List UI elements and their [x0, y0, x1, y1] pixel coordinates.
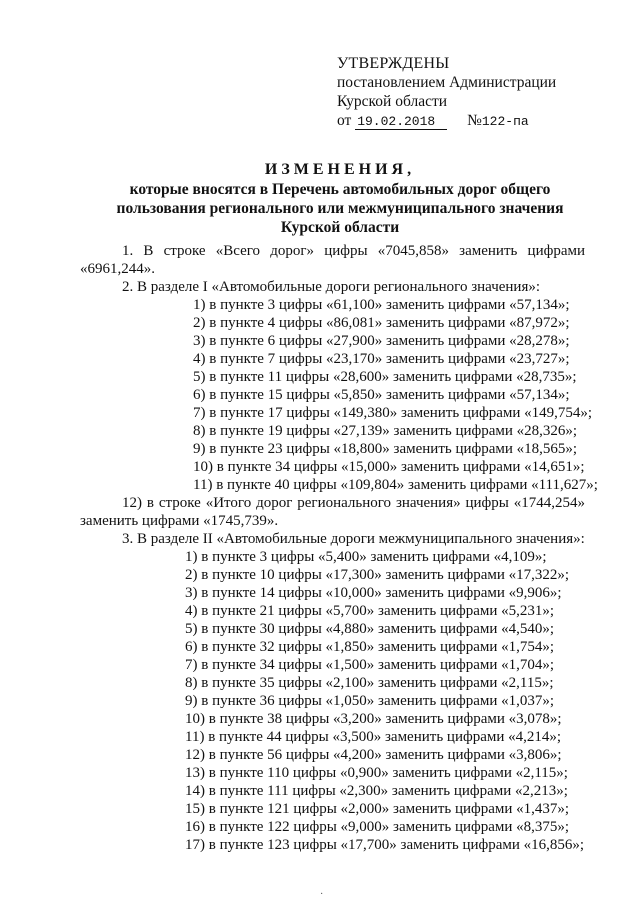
list-item: 15) в пункте 121 цифры «2,000» заменить цифрами «1,437»;: [185, 801, 570, 817]
title-word: ИЗМЕНЕНИЯ,: [264, 161, 416, 178]
section-1-total: 12) в строке «Итого дорог регионального значения» цифры «1744,254» заменить цифрами «1745,739».: [80, 495, 585, 529]
list-item: 8) в пункте 19 цифры «27,139» заменить цифрами «28,326»;: [193, 423, 578, 439]
list-item: 7) в пункте 17 цифры «149,380» заменить цифрами «149,754»;: [193, 405, 593, 421]
list-item: 2) в пункте 4 цифры «86,081» заменить цифрами «87,972»;: [193, 315, 570, 331]
list-item: 9) в пункте 36 цифры «1,050» заменить цифрами «1,037»;: [185, 693, 555, 709]
list-item: 17) в пункте 123 цифры «17,700» заменить цифрами «16,856»;: [185, 837, 585, 853]
approval-date-row: [337, 111, 556, 131]
list-item: 5) в пункте 11 цифры «28,600» заменить цифрами «28,735»;: [193, 369, 577, 385]
list-item: 4) в пункте 7 цифры «23,170» заменить цифрами «23,727»;: [193, 351, 570, 367]
list-item: 2) в пункте 10 цифры «17,300» заменить цифрами «17,322»;: [185, 567, 570, 583]
title-line-1: которые вносятся в Перечень автомобильных дорог общего: [129, 181, 551, 198]
list-item: 7) в пункте 34 цифры «1,500» заменить цифрами «1,704»;: [185, 657, 555, 673]
page-mark: ·: [320, 889, 324, 900]
paragraph-1: 1. В строке «Всего дорог» цифры «7045,858» заменить цифрами «6961,244».: [80, 243, 585, 277]
approval-block: [337, 54, 556, 131]
paragraph-3: 3. В разделе II «Автомобильные дороги межмуниципального значения»:: [122, 531, 585, 547]
section-2-list: [80, 548, 585, 854]
list-item: 14) в пункте 111 цифры «2,300» заменить цифрами «2,213»;: [185, 783, 568, 799]
approval-number: 122-па: [481, 114, 529, 129]
approval-line-2: Курской области: [337, 93, 448, 110]
list-item: 6) в пункте 32 цифры «1,850» заменить цифрами «1,754»;: [185, 639, 555, 655]
document-body: [80, 242, 598, 854]
title-line-2: пользования регионального или межмуниципального значения: [116, 200, 564, 217]
approval-line-1: постановлением Администрации: [337, 74, 557, 91]
list-item: 12) в пункте 56 цифры «4,200» заменить цифрами «3,806»;: [185, 747, 562, 763]
date-prefix: от: [337, 112, 352, 129]
list-item: 11) в пункте 44 цифры «3,500» заменить цифрами «4,214»;: [185, 729, 562, 745]
list-item: 3) в пункте 14 цифры «10,000» заменить цифрами «9,906»;: [185, 585, 562, 601]
list-item: 1) в пункте 3 цифры «61,100» заменить цифрами «57,134»;: [193, 297, 570, 313]
document-title: [80, 160, 600, 237]
list-item: 9) в пункте 23 цифры «18,800» заменить цифрами «18,565»;: [193, 441, 578, 457]
list-item: 5) в пункте 30 цифры «4,880» заменить цифрами «4,540»;: [185, 621, 555, 637]
list-item: 1) в пункте 3 цифры «5,400» заменить цифрами «4,109»;: [185, 549, 547, 565]
list-item: 13) в пункте 110 цифры «0,900» заменить цифрами «2,115»;: [185, 765, 568, 781]
approval-heading: УТВЕРЖДЕНЫ: [337, 55, 450, 72]
list-item: 16) в пункте 122 цифры «9,000» заменить цифрами «8,375»;: [185, 819, 570, 835]
list-item: 6) в пункте 15 цифры «5,850» заменить цифрами «57,134»;: [193, 387, 570, 403]
approval-date: 19.02.2018: [355, 114, 447, 130]
list-item: 11) в пункте 40 цифры «109,804» заменить цифрами «111,627»;: [193, 477, 598, 493]
list-item: 10) в пункте 34 цифры «15,000» заменить цифрами «14,651»;: [193, 459, 585, 475]
list-item: 8) в пункте 35 цифры «2,100» заменить цифрами «2,115»;: [185, 675, 554, 691]
paragraph-2: 2. В разделе I «Автомобильные дороги регионального значения»:: [122, 279, 541, 295]
list-item: 3) в пункте 6 цифры «27,900» заменить цифрами «28,278»;: [193, 333, 570, 349]
section-1-list: [80, 296, 598, 494]
number-prefix: №: [467, 112, 482, 129]
list-item: 10) в пункте 38 цифры «3,200» заменить цифрами «3,078»;: [185, 711, 562, 727]
title-line-3: Курской области: [280, 219, 400, 236]
list-item: 4) в пункте 21 цифры «5,700» заменить цифрами «5,231»;: [185, 603, 555, 619]
